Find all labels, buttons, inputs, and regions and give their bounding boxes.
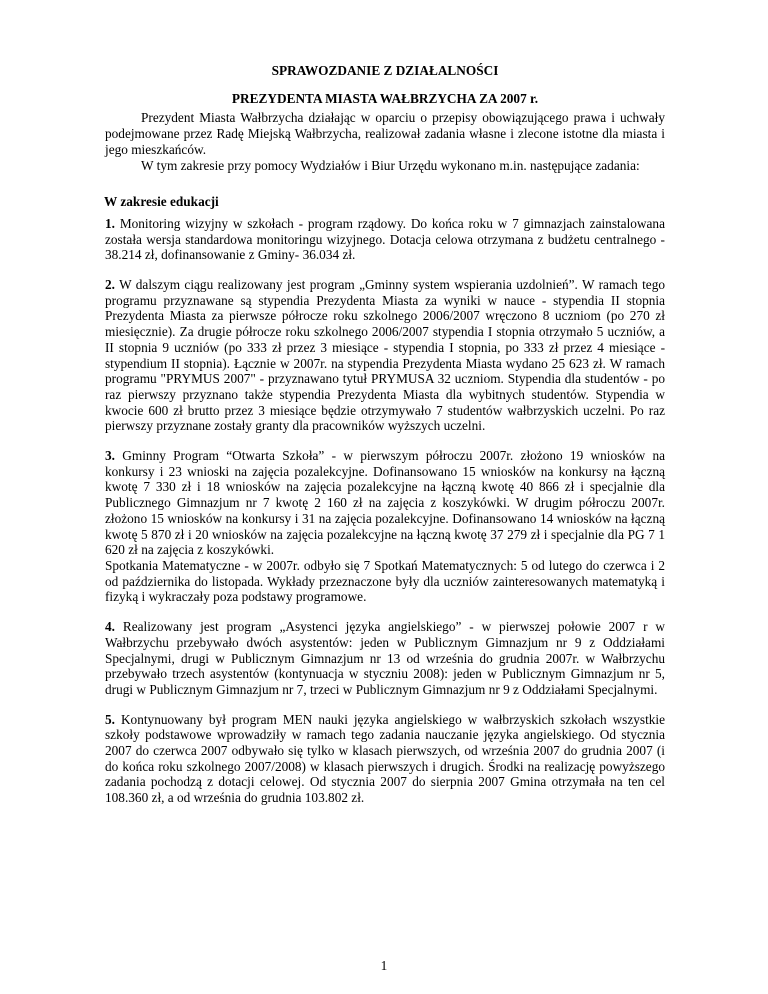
document-page bbox=[105, 60, 665, 820]
item-text: Gminny Program “Otwarta Szkoła” - w pierwszym półroczu 2007r. złożono 19 wniosków na konkursy i 23 wnioski na zajęcia pozalekcyjne. Dofinansowano 15 wniosków na konkursy na łączną kwotę 7 330 zł i 18 wniosków na zajęcia pozalekcyjne na łączną kwotę 40 866 zł i specjalnie dla Publicznego Gimnazjum nr 7 kwotę 2 160 zł na zajęcia z koszykówki. W drugim półroczu 2007r. złożono 15 wniosków na konkursy i 31 na zajęcia pozalekcyjne. Dofinansowano 14 wniosków na łączną kwotę 5 870 zł i 20 wniosków na zajęcia pozalekcyjne na łączną kwotę 37 279 zł i specjalnie dla PG 7 1 620 zł na zajęcia z koszykówki. bbox=[105, 448, 666, 558]
list-item-1 bbox=[105, 216, 665, 263]
item-number: 3. bbox=[105, 448, 115, 464]
item-number: 4. bbox=[105, 619, 115, 635]
list-item-4 bbox=[105, 619, 665, 698]
item-number: 5. bbox=[105, 711, 115, 727]
item-text: Spotkania Matematyczne - w 2007r. odbyło się 7 Spotkań Matematycznych: 5 od lutego do czerwca i 2 od października do listopada. Wykłady przeznaczone były dla uczniów zainteresowanych matematyką i fizyką i wykraczały poza podstawy programowe. bbox=[105, 557, 665, 605]
item-number: 2. bbox=[105, 277, 115, 293]
document-title-line-2: PREZYDENTA MIASTA WAŁBRZYCHA ZA 2007 r. bbox=[231, 90, 539, 106]
item-text: Monitoring wizyjny w szkołach - program rządowy. Do końca roku w 7 gimnazjach zainstalowana została wersja standardowa monitoringu wizyjnego. Dotacja celowa otrzymana z budżetu centralnego - 38.214 zł, dofinansowanie z Gminy- 36.034 zł. bbox=[105, 215, 665, 263]
section-heading-education: W zakresie edukacji bbox=[104, 194, 219, 210]
page-number: 1 bbox=[380, 958, 388, 973]
intro-section bbox=[105, 110, 665, 173]
item-text: Realizowany jest program „Asystenci języka angielskiego” - w pierwszej połowie 2007 r w Wałbrzychu przebywało dwóch asystentów: jeden w Publicznym Gimnazjum nr 9 z Oddziałami Specjalnymi, drugi w Publicznym Gimnazjum nr 13 od września do grudnia 2007r. w Wałbrzychu przebywało trzech asystentów (kontynuacja w styczniu 2008): jeden w Publicznym Gimnazjum nr 5, drugi w Publicznym Gimnazjum nr 7, trzeci w Publicznym Gimnazjum nr 9 z Oddziałami Specjalnymi. bbox=[105, 619, 665, 697]
intro-paragraph: Prezydent Miasta Wałbrzycha działając w oparciu o przepisy obowiązującego prawa i uchwały podejmowane przez Radę Miejską Wałbrzycha, realizował zadania własne i zlecone istotne dla miasta i jego mieszkańców. bbox=[105, 110, 665, 157]
document-title-line-1: SPRAWOZDANIE Z DZIAŁALNOŚCI bbox=[271, 63, 499, 78]
item-number: 1. bbox=[105, 215, 115, 231]
list-item-5 bbox=[105, 712, 665, 806]
item-text: W dalszym ciągu realizowany jest program „Gminny system wspierania uzdolnień”. W ramach tego programu przyznawane są stypendia Prezydenta Miasta za wyniki w nauce - stypendia II stopnia Prezydenta Miasta za pierwsze półrocze roku szkolnego 2006/2007 wręczono 8 uczniom (po 270 zł miesięcznie). Za drugie półrocze roku szkolnego 2006/2007 stypendia I stopnia otrzymało 5 uczniów, a II stopnia 9 uczniów (po 333 zł przez 3 miesiące - stypendia I stopnia, po 333 zł przez 4 miesiące - stypendium II stopnia). Łącznie w 2007r. na stypendia Prezydenta Miasta wydano 25 623 zł. W ramach programu "PRYMUS 2007" - przyznawano tytuł PRYMUSA 32 uczniom. Stypendia dla studentów - po raz pierwszy przyznano także stypendia Prezydenta Miasta dla wybitnych studentów. Stypendia w kwocie 600 zł brutto przez 3 miesiące będzie otrzymywało 7 studentów wałbrzyskich uczelni. Po raz pierwszy przyznane zostały granty dla pracowników wyższych uczelni. bbox=[105, 277, 665, 434]
list-item-2 bbox=[105, 277, 665, 434]
item-text: Kontynuowany był program MEN nauki języka angielskiego w wałbrzyskich szkołach wszystkie szkoły podstawowe wprowadziły w ramach tego zadania nauczanie języka angielskiego. Od stycznia 2007 do czerwca 2007 odbywało się tylko w klasach pierwszych, od września 2007 do grudnia 2007 (i do końca roku szkolnego 2007/2008) w klasach pierwszych i drugich. Środki na realizację powyższego zadania pochodzą z dotacji celowej. Od stycznia 2007 do sierpnia 2007 Gmina otrzymała na ten cel 108.360 zł, a od września do grudnia 103.802 zł. bbox=[105, 711, 666, 806]
list-item-3 bbox=[105, 448, 665, 605]
intro-paragraph: W tym zakresie przy pomocy Wydziałów i Biur Urzędu wykonano m.in. następujące zadania: bbox=[141, 157, 640, 173]
